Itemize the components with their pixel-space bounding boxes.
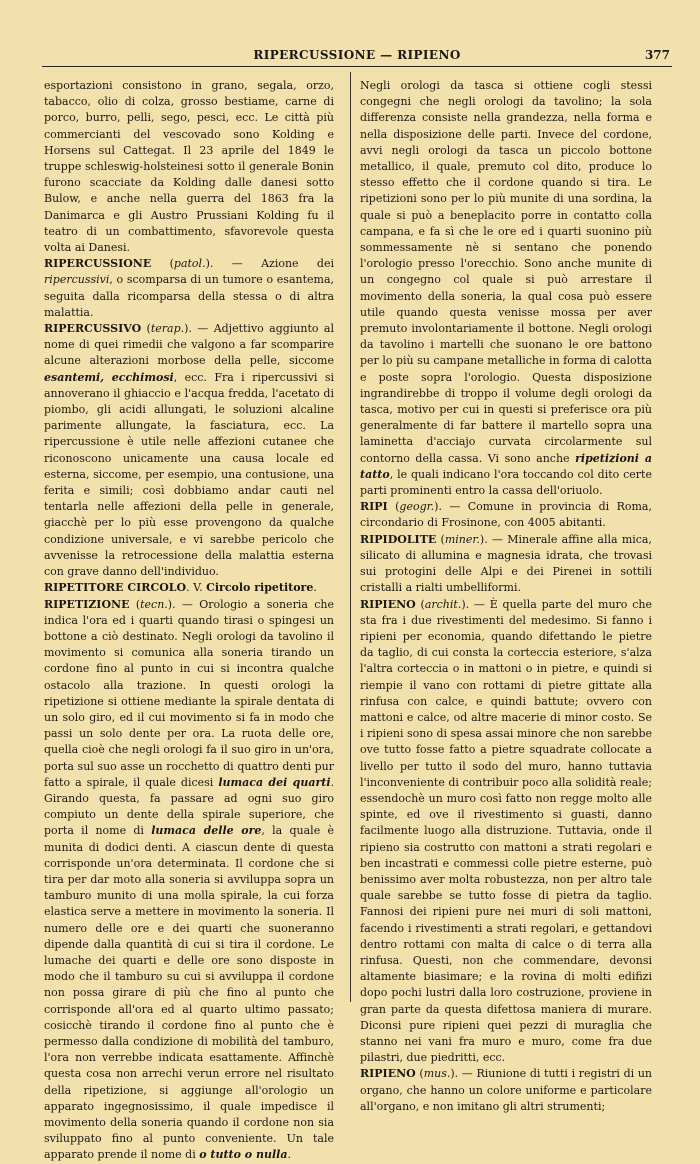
entry-headword: RIPIENO <box>360 597 416 611</box>
page-header <box>42 44 672 67</box>
dictionary-entry <box>360 499 652 531</box>
entry-text: mus. <box>423 1067 451 1081</box>
entry-text: tecn. <box>140 597 168 611</box>
entry-text: terap. <box>150 322 185 336</box>
entry-text: lumaca delle ore <box>151 824 262 838</box>
dictionary-entry <box>360 78 652 499</box>
dictionary-entry <box>44 597 334 1164</box>
entry-text: ). — Riunione di tutti i registri di un organo, che hanno un colore uniforme e particolare all'organo, e non imitano gli altri strumenti; <box>360 1067 652 1113</box>
entry-text: ripercussivi <box>44 273 110 287</box>
running-title: RIPERCUSSIONE — RIPIENO <box>253 48 461 62</box>
entry-text: ). — È quella parte del muro che sta fra i due rivestimenti del medesimo. Si fanno i ripieni per economia, quando difettando le pietre da taglio, di cui consta la corteccia esteriore, s'alza l'altra corteccia o in mattoni o in pietre, e quindi si riempie il vano con rottami di pietre gittate alla rinfusa con calce, e quindi battute; ovvero con mattoni e calce, od altre macerie di minor costo. Se i ripieni sono di spesa assai minore che non sarebbe ove tutto fosse fatto a pietre squadrate collocate a livello per tutto il sodo del muro, hanno tuttavia l'inconveniente di contribuir poco alla solidità reale; essendochè un muro così fatto non regge molto alle spinte, ed ove il rivestimento si guasti, danno facilmente luogo alla distruzione. Tuttavia, onde il ripieno sia costrutto con mattoni a strati regolari e ben incastrati e commessi colle pietre esterne, può benissimo aver molta robustezza, non per altro tale quale sarebbe se tutto fosse di pietra da taglio. Fannosi dei ripieni pure nei muri di soli mattoni, facendo i rivestimenti a strati regolari, e gettandovi dentro rottami con malta di calce o di terra alla rinfusa. Questi, non che commendare, devonsi altamente biasimare; e la rovina di molti edifizi dopo pochi lustri dalla loro costruzione, proviene in gran parte da questa difettosa maniera di murare. Diconsi pure ripieni quei pezzi di muraglia che stanno nei vani fra muro e muro, come fra due pilastri, due piedritti, ecc. <box>360 597 652 1065</box>
entry-text: ( <box>415 597 425 611</box>
entry-text: . <box>313 581 317 595</box>
entry-text: esantemi, ecchimosi <box>44 370 174 384</box>
dictionary-entry <box>44 321 334 580</box>
entry-text: ). — Orologio a soneria che indica l'ora ed i quarti quando tirasi o spingesi un bottone a ciò destinato. Negli orologi da tavolino il movimento si comunica alla soneria tirando un cordone fino al punto in cui si incontra qualche ostacolo alla trazione. In questi orologi la ripetizione si ottiene mediante la spirale dentata di un solo giro, ed il cui movimento si fa in modo che passi un solo dente per ora. La ruota delle ore, quella cioè che negli orologi fa il suo giro in un'ora, porta sul suo asse un rocchetto di quattro denti pur fatto a spirale, il quale dicesi <box>44 597 334 789</box>
entry-text: , o scomparsa di un tumore o esantema, seguita dalla ricomparsa della stessa o di altra malattia. <box>44 273 334 319</box>
entry-text: , ecc. Fra i ripercussivi si annoverano il ghiaccio e l'acqua fredda, l'acetato di piombo, gli acidi allungati, le soluzioni alcaline parimente allungate, la fasciatura, ecc. La ripercussione è utile nelle affezioni cutanee che riconoscono unicamente una causa locale ed esterna, siccome, per esempio, una contusione, una ferita e simili; così dobbiamo andar cauti nel tentarla nelle affezioni della pelle in generale, giacchè per lo più esse provengono da qualche condizione universale, e vi sarebbe pericolo che avvenisse la retrocessione della malattia esterna con grave danno dell'individuo. <box>44 370 335 579</box>
dictionary-entry <box>360 597 652 1067</box>
entry-text: . <box>287 1148 291 1162</box>
entry-headword: RIPETITORE CIRCOLO <box>44 581 187 595</box>
entry-text: . Girando questa, fa passare ad ogni suo giro compiuto un dente della spirale superiore, che porta il nome di <box>44 775 334 838</box>
dictionary-entry <box>44 580 334 596</box>
entry-text: ). — Comune in provincia di Roma, circondario di Frosinone, con 4005 abitanti. <box>360 500 652 530</box>
entry-text: . V. <box>186 581 207 595</box>
entry-text: lumaca dei quarti <box>218 775 331 789</box>
entry-text: ). — Azione dei <box>205 257 334 271</box>
entry-text: , le quali indicano l'ora toccando col dito certe parti prominenti entro la cassa dell'oriuolo. <box>360 467 652 498</box>
dictionary-entry <box>360 532 652 597</box>
entry-headword: RIPIDOLITE <box>360 532 437 546</box>
entry-text: ( <box>151 257 174 271</box>
column-divider <box>350 72 351 1002</box>
entry-headword: RIPERCUSSIVO <box>44 322 142 336</box>
entry-text: geogr. <box>399 500 435 514</box>
entry-text: Negli orologi da tasca si ottiene cogli stessi congegni che negli orologi da tavolino; la sola differenza consiste nella grandezza, nella forma e nella disposizione delle parti. Invece del cordone, avvi negli orologi da tasca un piccolo bottone metallico, il quale, premuto col dito, produce lo stesso effetto che il cordone quando si tira. Le ripetizioni sono per lo più munite di una sordina, la quale si può a beneplacito porre in contatto colla campana, e fa sì che le ore ed i quarti suonino più sommessamente nè si sentano che ponendo l'orologio presso l'orecchio. Sono anche munite di un congegno col quale si può arrestare il movimento della soneria, la qual cosa può essere utile quando questa venisse mossa per aver premuto involontariamente il bottone. Negli orologi da tavolino i martelli che suonano le ore battono per lo più su campane metalliche in forma di calotta e poste sopra l'orologio. Questa disposizione ingrandirebbe di troppo il volume degli orologi da tasca, motivo per cui in questi si preferisce ora più generalmente di far battere il martello sopra una laminetta d'acciajo curvata circolarmente sul contorno della cassa. Vi sono anche <box>360 79 652 465</box>
entry-text: ( <box>387 500 400 514</box>
entry-text: , la quale è munita di dodici denti. A ciascun dente di questa corrisponde un'ora determinata. Il cordone che si tira per dar moto alla soneria si avviluppa sopra un tamburo munito di una molla spirale, la cui forza elastica serve a mettere in movimento la soneria. Il numero delle ore e dei quarti che suoneranno dipende dalla quantità di cui si tira il cordone. Le lumache dei quarti e delle ore sono disposte in modo che il tamburo su cui si avviluppa il cordone non possa girare di più che fino al punto che corrisponde all'ora ed al quarto ultimo passato; cosicchè tirando il cordone fino al punto che è permesso dalla condizione di mobilità del tamburo, l'ora non verrebbe indicata esattamente. Affinchè questa cosa non arrechi verun errore nel risultato della ripetizione, si aggiunge all'orologio un apparato ingegnosissimo, il quale impedisce il movimento della soneria quando il cordone non sia sviluppato fino al punto conveniente. Un tale apparato prende il nome di <box>44 824 334 1162</box>
entry-text: ( <box>436 532 445 546</box>
entry-text: ). — Minerale affine alla mica, silicato di allumina e magnesia idrata, che trovasi sui protogini delle Alpi e dei Pirenei in sottili cristalli a rialti umbelliformi. <box>360 532 652 595</box>
entry-text: ( <box>141 322 151 336</box>
entry-text: esportazioni consistono in grano, segala, orzo, tabacco, olio di colza, grosso bestiame, carne di porco, burro, pelli, sego, pesci, ecc. Le città più commercianti del vescovado sono Kolding e Horsens sul Cattegat. Il 23 aprile del 1849 le truppe schleswig-holsteinesi sotto il generale Bonin furono scacciate da Kolding dalle danesi sotto Bulow, e anche nella guerra del 1863 fra la Danimarca e gli Austro Prussiani Kolding fu il teatro di un combattimento, sfavorevole questa volta ai Danesi. <box>44 79 334 255</box>
page-number: 377 <box>644 48 670 62</box>
entry-text: archit. <box>424 597 462 611</box>
entry-text: patol. <box>173 257 206 271</box>
entry-text: miner. <box>444 532 480 546</box>
entry-text: o tutto o nulla <box>199 1148 288 1162</box>
dictionary-entry <box>44 78 334 256</box>
entry-headword: RIPETIZIONE <box>44 597 130 611</box>
dictionary-entry <box>360 1066 652 1115</box>
entry-headword: RIPERCUSSIONE <box>44 257 152 271</box>
entry-text: Circolo ripetitore <box>206 581 314 595</box>
entry-text: ( <box>415 1067 424 1081</box>
right-column <box>360 78 652 1115</box>
entry-headword: RIPIENO <box>360 1067 416 1081</box>
left-column <box>44 78 334 1164</box>
entry-text: ripetizioni a tatto <box>360 451 652 481</box>
dictionary-entry <box>44 256 334 321</box>
entry-text: ( <box>129 597 141 611</box>
entry-text: ). — Adjettivo aggiunto al nome di quei rimedii che valgono a far scomparire alcune alterazioni morbose della pelle, siccome <box>44 322 335 368</box>
entry-headword: RIPI <box>360 500 388 514</box>
